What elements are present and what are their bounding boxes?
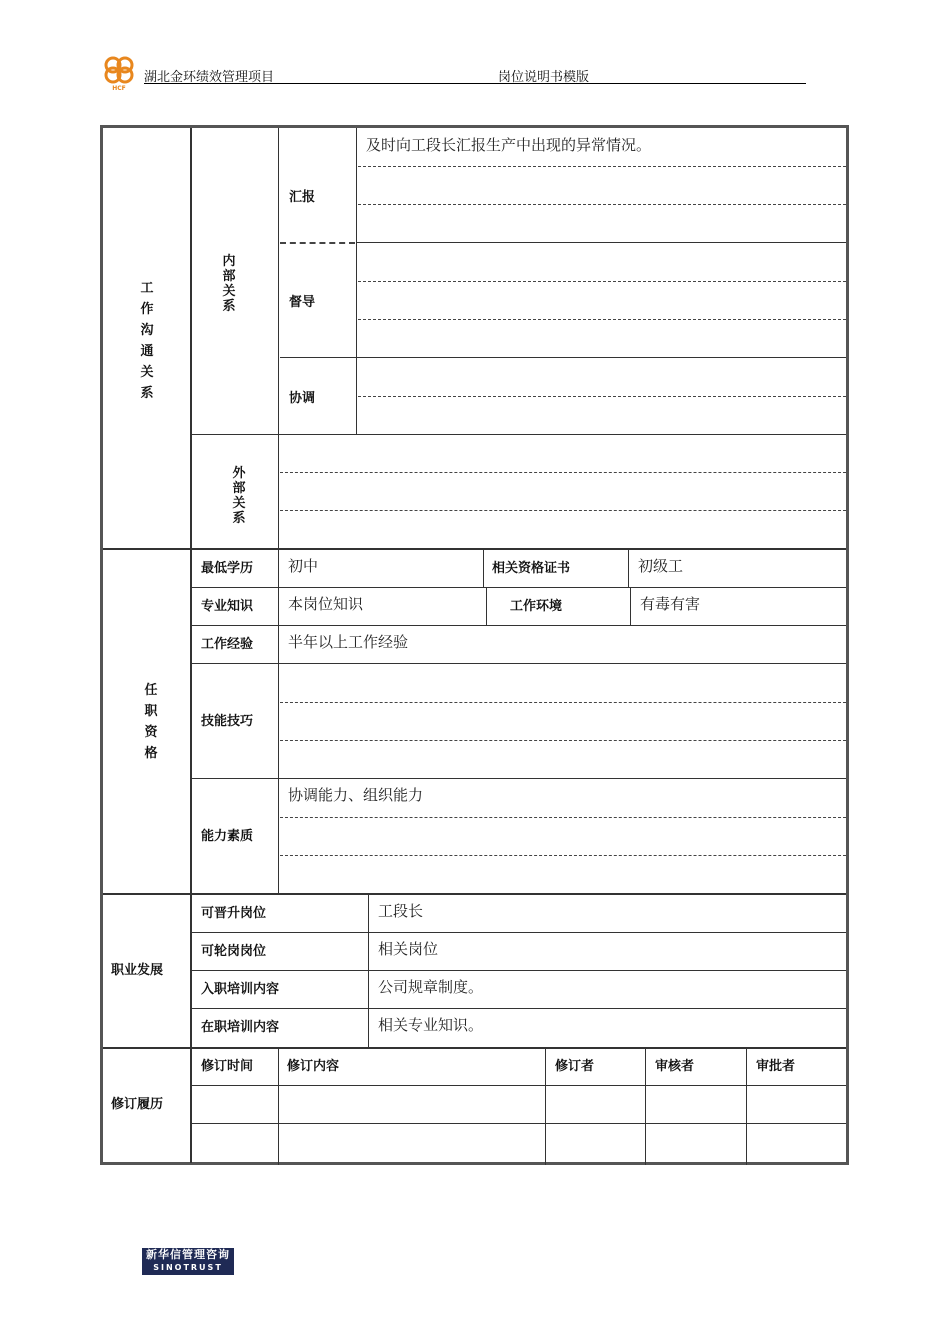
footer-logo-en: SINOTRUST <box>153 1263 223 1272</box>
divider <box>192 778 846 779</box>
header-rule <box>144 83 806 84</box>
report-label: 汇报 <box>289 190 316 205</box>
divider <box>486 588 487 625</box>
divider <box>192 625 846 626</box>
supervise-label: 督导 <box>289 295 316 310</box>
dashed-rule <box>280 702 846 703</box>
rotation-value: 相关岗位 <box>378 942 439 958</box>
promotion-label: 可晋升岗位 <box>201 906 267 921</box>
divider <box>645 1049 646 1165</box>
dashed-rule <box>280 855 846 856</box>
rotation-label: 可轮岗岗位 <box>201 944 267 959</box>
skills-label: 技能技巧 <box>201 714 254 729</box>
divider <box>192 1008 846 1009</box>
certificate-label: 相关资格证书 <box>492 561 571 576</box>
experience-label: 工作经验 <box>201 637 254 652</box>
divider <box>280 242 355 244</box>
divider <box>192 434 846 435</box>
education-value: 初中 <box>288 559 319 575</box>
dashed-rule <box>280 740 846 741</box>
divider <box>483 550 484 587</box>
hcf-logo-text: HCF <box>112 85 126 92</box>
promotion-value: 工段长 <box>378 904 424 920</box>
dashed-rule <box>280 817 846 818</box>
revision-date-header: 修订时间 <box>201 1059 254 1074</box>
environment-label: 工作环境 <box>510 599 563 614</box>
sinotrust-logo <box>142 1248 234 1275</box>
divider <box>545 1049 546 1165</box>
divider <box>278 550 279 893</box>
communication-section-label: 工作沟通关系 <box>140 281 154 401</box>
dashed-rule <box>280 510 846 511</box>
inservice-training-value: 相关专业知识。 <box>378 1018 484 1034</box>
external-relations-label: 外部关系 <box>232 466 246 526</box>
divider <box>278 128 279 548</box>
onboarding-training-label: 入职培训内容 <box>201 982 280 997</box>
career-section-label: 职业发展 <box>111 963 164 978</box>
education-label: 最低学历 <box>201 561 254 576</box>
footer-logo-cn: 新华信管理咨询 <box>146 1248 230 1261</box>
divider <box>278 1049 279 1165</box>
revision-content-header: 修订内容 <box>287 1059 340 1074</box>
divider <box>192 587 846 588</box>
revision-section-label: 修订履历 <box>111 1097 164 1112</box>
section-divider <box>103 548 846 550</box>
divider <box>356 242 846 243</box>
dashed-rule <box>358 396 846 397</box>
ability-label: 能力素质 <box>201 829 254 844</box>
internal-relations-label: 内部关系 <box>222 254 236 314</box>
reviser-header: 修订者 <box>555 1059 595 1074</box>
divider <box>356 128 357 434</box>
certificate-value: 初级工 <box>638 559 684 575</box>
section-divider <box>103 893 846 895</box>
divider <box>192 1085 846 1086</box>
experience-value: 半年以上工作经验 <box>288 635 409 651</box>
knowledge-label: 专业知识 <box>201 599 254 614</box>
header-project-name: 湖北金环绩效管理项目 <box>144 69 275 84</box>
ability-value: 协调能力、组织能力 <box>288 788 424 804</box>
divider <box>192 663 846 664</box>
dashed-rule <box>358 204 846 205</box>
divider <box>628 550 629 587</box>
header-doc-title: 岗位说明书模版 <box>498 69 590 84</box>
section-divider <box>103 1047 846 1049</box>
coordinate-label: 协调 <box>289 391 316 406</box>
divider <box>192 932 846 933</box>
divider <box>368 895 369 1047</box>
inservice-training-label: 在职培训内容 <box>201 1020 280 1035</box>
environment-value: 有毒有害 <box>640 597 701 613</box>
divider <box>192 1123 846 1124</box>
dashed-rule <box>358 166 846 167</box>
divider <box>746 1049 747 1165</box>
reviewer-header: 审核者 <box>655 1059 695 1074</box>
onboarding-training-value: 公司规章制度。 <box>378 980 484 996</box>
report-text: 及时向工段长汇报生产中出现的异常情况。 <box>366 138 652 154</box>
qualification-section-label: 任职资格 <box>144 683 158 761</box>
dashed-rule <box>358 319 846 320</box>
hcf-logo-icon <box>100 52 140 92</box>
divider <box>192 970 846 971</box>
divider <box>280 357 846 358</box>
dashed-rule <box>358 281 846 282</box>
dashed-rule <box>280 472 846 473</box>
knowledge-value: 本岗位知识 <box>288 597 364 613</box>
divider <box>630 588 631 625</box>
approver-header: 审批者 <box>756 1059 796 1074</box>
